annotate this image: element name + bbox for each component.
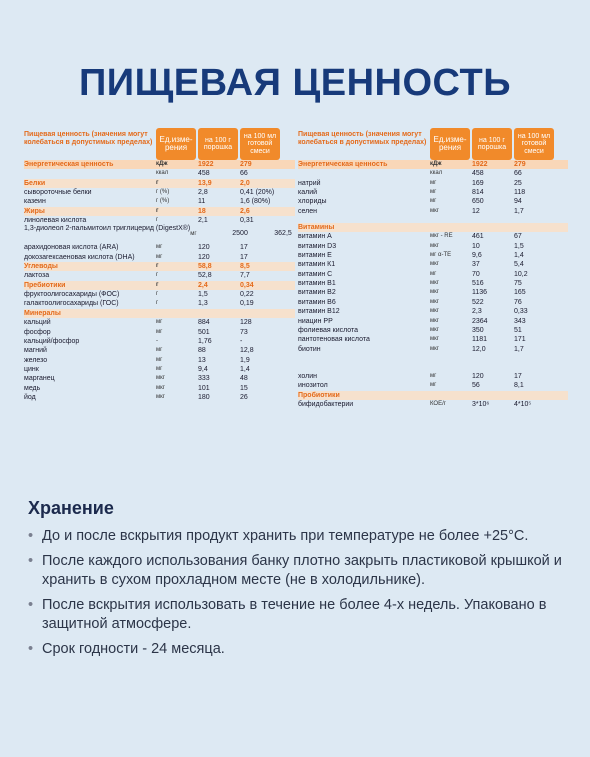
nutrient-name: марганец: [24, 375, 55, 383]
table-row: [298, 335, 568, 344]
table-row: [298, 207, 568, 216]
value-per-100g: 10: [472, 242, 480, 250]
nutrient-unit: мкг: [430, 207, 439, 214]
value-per-100g: 333: [198, 375, 210, 383]
nutrient-unit: мг: [156, 347, 163, 354]
value-per-100g: 169: [472, 179, 484, 187]
nutrient-unit: г: [156, 207, 159, 214]
value-per-100g: 1,3: [198, 300, 208, 308]
nutrient-name: витамин В1: [298, 280, 336, 288]
nutrient-name: [298, 169, 430, 178]
nutrient-name: лактоза: [24, 272, 50, 280]
table-row: [24, 384, 295, 393]
table-row: [24, 271, 295, 280]
table-row: [24, 253, 295, 262]
value-per-100ml: 118: [514, 189, 526, 197]
nutrient-name: биотин: [298, 345, 321, 353]
nutrient-unit: ккал: [430, 170, 443, 177]
value-per-100ml: 17: [240, 244, 248, 252]
nutrient-name: магний: [24, 347, 47, 355]
value-per-100g: 1181: [472, 336, 488, 344]
table-row: [24, 207, 295, 216]
value-per-100g: 461: [472, 233, 484, 241]
value-per-100g: 70: [472, 270, 480, 278]
nutrient-unit: мкг: [430, 317, 439, 324]
nutrient-name: холин: [298, 372, 318, 380]
value-per-100ml: 25: [514, 179, 522, 187]
value-per-100g: 2,4: [198, 281, 208, 289]
value-per-100ml: 343: [514, 317, 526, 325]
nutrient-unit: кДж: [430, 161, 442, 167]
storage-section: [28, 498, 568, 664]
nutrient-name: витамин E: [298, 252, 332, 260]
value-per-100g: 56: [472, 382, 480, 390]
nutrient-unit: мкг: [156, 375, 165, 382]
value-per-100ml: 1,4: [514, 252, 524, 260]
value-per-100ml: 94: [514, 198, 522, 206]
value-per-100g: 350: [472, 326, 484, 334]
nutrient-name: йод: [24, 393, 36, 401]
table-spacer: [298, 354, 568, 372]
value-per-100ml: 8,1: [514, 382, 524, 390]
nutrient-name: натрий: [298, 179, 321, 187]
nutrient-name: витамин В12: [298, 308, 340, 316]
value-per-100ml: [514, 223, 556, 232]
nutrient-unit: мкг: [156, 393, 165, 400]
header-per-100ml: на 100 мл готовой смеси: [514, 128, 554, 160]
header-per-100ml: на 100 мл готовой смеси: [240, 128, 280, 160]
table-row: [298, 372, 568, 381]
nutrient-name: Витамины: [298, 224, 335, 232]
value-per-100ml: [240, 309, 282, 318]
value-per-100ml: 51: [514, 326, 522, 334]
value-per-100g: 9,4: [198, 365, 208, 373]
nutrient-name: витамин К1: [298, 261, 336, 269]
table-row: [24, 337, 295, 346]
value-per-100g: 12,0: [472, 345, 486, 353]
nutrient-unit: мг: [156, 244, 163, 251]
table-body: [24, 160, 295, 402]
value-per-100ml: 15: [240, 384, 248, 392]
header-name: Пищевая ценность (значения могут колебаться в допустимых пределах): [298, 131, 427, 146]
nutrient-name: селен: [298, 207, 318, 215]
nutrient-unit: КОЕ/г: [430, 400, 446, 407]
value-per-100g: 1,5: [198, 291, 208, 299]
table-row: [24, 299, 295, 308]
value-per-100ml: 279: [514, 161, 526, 168]
table-header: [24, 128, 295, 160]
table-row: [298, 345, 568, 354]
value-per-100g: 37: [472, 261, 480, 269]
nutrient-unit: мкг: [430, 280, 439, 287]
nutrient-name: докозагексаеновая кислота (DHA): [24, 253, 135, 261]
value-per-100g: 120: [198, 253, 210, 261]
value-per-100g: 1922: [472, 161, 488, 168]
table-row: [24, 374, 295, 383]
nutrient-name: инозитол: [298, 382, 328, 390]
table-row: [24, 243, 295, 252]
table-spacer: [298, 216, 568, 223]
value-per-100g: 12: [472, 207, 480, 215]
nutrient-unit: мкг: [430, 298, 439, 305]
value-per-100g: 522: [472, 298, 484, 306]
value-per-100ml: 0,31: [240, 217, 254, 225]
value-per-100g: 2,3: [472, 308, 482, 316]
header-name: Пищевая ценность (значения могут колебаться в допустимых пределах): [24, 131, 153, 146]
value-per-100g: 58,8: [198, 263, 212, 271]
table-row: [24, 309, 295, 318]
nutrient-unit: г: [156, 281, 159, 288]
table-row: [298, 223, 568, 232]
nutrient-unit: мкг: [430, 289, 439, 296]
header-unit: Ед.изме-рения: [156, 128, 196, 160]
nutrient-name: Пробиотики: [298, 391, 340, 399]
nutrient-name: фосфор: [24, 328, 51, 336]
nutrient-name: цинк: [24, 365, 39, 373]
nutrient-name: Энергетическая ценность: [298, 161, 388, 168]
nutrient-unit: мг: [156, 319, 163, 326]
table-row: [24, 393, 295, 402]
table-row: [298, 391, 568, 400]
table-row: [24, 188, 295, 197]
table-row: [24, 290, 295, 299]
value-per-100g: [472, 391, 514, 400]
nutrient-name: Углеводы: [24, 263, 58, 271]
value-per-100ml: 1,7: [514, 345, 524, 353]
nutrient-unit: мг: [430, 198, 437, 205]
storage-item: • До и после вскрытия продукт хранить при температуре не более +25°С.: [28, 527, 568, 547]
value-per-100g: 2,1: [198, 217, 208, 225]
value-per-100g: 814: [472, 189, 484, 197]
value-per-100ml: 4*10⁵: [514, 400, 532, 408]
table-row: [24, 179, 295, 188]
nutrient-name: фруктоолигосахариды (ФОС): [24, 291, 120, 299]
value-per-100ml: 5,4: [514, 261, 524, 269]
nutrient-unit: мкг - RE: [430, 233, 453, 240]
nutrient-name: 1,3-диолеол 2-пальмитоил триглицерид (DigestX®): [24, 225, 191, 233]
value-per-100ml: 67: [514, 233, 522, 241]
nutrient-unit: мг: [190, 231, 197, 238]
nutrient-unit: г: [156, 179, 159, 186]
nutrient-unit: г: [156, 272, 159, 279]
table-row: [24, 328, 295, 337]
value-per-100ml: 48: [240, 375, 248, 383]
nutrient-name: хлориды: [298, 198, 327, 206]
value-per-100g: 2500: [232, 230, 248, 238]
table-row: [298, 279, 568, 288]
value-per-100g: 1922: [198, 161, 214, 168]
nutrient-name: Минералы: [24, 309, 61, 317]
storage-item: • Срок годности - 24 месяца.: [28, 640, 568, 660]
table-row: [298, 326, 568, 335]
value-per-100ml: 76: [514, 298, 522, 306]
value-per-100ml: 17: [514, 372, 522, 380]
value-per-100g: 884: [198, 319, 210, 327]
nutrient-unit: мкг: [430, 326, 439, 333]
nutrient-unit: [156, 309, 198, 318]
nutrient-name: Белки: [24, 179, 46, 187]
nutrient-unit: г: [156, 263, 159, 270]
storage-list: [28, 527, 568, 659]
value-per-100ml: -: [240, 337, 243, 345]
table-row: [24, 197, 295, 206]
value-per-100g: 2,8: [198, 189, 208, 197]
value-per-100g: 52,8: [198, 272, 212, 280]
nutrient-unit: [430, 391, 472, 400]
table-row: [298, 307, 568, 316]
nutrient-name: железо: [24, 356, 48, 364]
value-per-100ml: 0,33: [514, 308, 528, 316]
nutrient-name: [24, 169, 156, 178]
table-row: [298, 288, 568, 297]
header-unit: Ед.изме-рения: [430, 128, 470, 160]
table-row: [298, 188, 568, 197]
value-per-100ml: 1,6 (80%): [240, 198, 271, 206]
table-body: [298, 160, 568, 409]
storage-item: • После вскрытия использовать в течение не более 4-х недель. Упаковано в защитной атмосфере.: [28, 596, 568, 635]
nutrient-unit: мг: [430, 189, 437, 196]
table-row: [298, 317, 568, 326]
nutrient-name: витамин D3: [298, 242, 337, 250]
nutrient-name: фолиевая кислота: [298, 326, 359, 334]
value-per-100ml: 1,7: [514, 207, 524, 215]
value-per-100ml: 7,7: [240, 272, 250, 280]
nutrient-name: галактоолигосахариды (ГОС): [24, 300, 119, 308]
value-per-100g: 120: [472, 372, 484, 380]
nutrient-unit: мг: [156, 253, 163, 260]
value-per-100ml: 10,2: [514, 270, 528, 278]
nutrient-unit: мкг: [430, 336, 439, 343]
value-per-100ml: 279: [240, 161, 252, 168]
nutrition-table-left: [24, 128, 295, 402]
nutrient-unit: г: [156, 300, 159, 307]
value-per-100ml: 12,8: [240, 347, 254, 355]
nutrient-unit: мг α-TE: [430, 252, 452, 259]
nutrient-unit: мг: [430, 179, 437, 186]
table-row: [298, 169, 568, 178]
nutrient-unit: мкг: [430, 261, 439, 268]
nutrient-unit: [430, 223, 472, 232]
table-row: [298, 270, 568, 279]
value-per-100g: 9,6: [472, 252, 482, 260]
table-row: [24, 225, 295, 243]
nutrient-unit: г (%): [156, 198, 170, 205]
nutrient-unit: ккал: [156, 170, 169, 177]
value-per-100ml: [514, 391, 556, 400]
table-row: [24, 216, 295, 225]
value-per-100g: 1136: [472, 289, 488, 297]
table-row: [24, 281, 295, 290]
header-per-100g: на 100 г порошка: [472, 128, 512, 160]
table-row: [298, 242, 568, 251]
table-row: [298, 381, 568, 390]
nutrient-name: Жиры: [24, 207, 45, 215]
value-per-100g: 458: [472, 170, 484, 178]
nutrient-name: витамин А: [298, 233, 332, 241]
nutrient-name: арахидоновая кислота (ARA): [24, 244, 119, 252]
nutrient-unit: г: [156, 217, 159, 224]
value-per-100ml: 2,6: [240, 207, 250, 215]
table-row: [24, 365, 295, 374]
storage-heading: Хранение: [28, 498, 114, 518]
nutrient-name: бифидобактерии: [298, 400, 354, 408]
value-per-100g: [198, 309, 240, 318]
nutrient-name: пантотеновая кислота: [298, 336, 370, 344]
nutrient-name: казеин: [24, 198, 46, 206]
table-row: [298, 197, 568, 206]
value-per-100ml: 165: [514, 289, 526, 297]
table-row: [24, 318, 295, 327]
value-per-100g: 3*10⁶: [472, 400, 490, 408]
value-per-100ml: 1,9: [240, 356, 250, 364]
table-header: [298, 128, 568, 160]
page-title: ПИЩЕВАЯ ЦЕННОСТЬ: [78, 62, 512, 104]
nutrient-unit: -: [156, 337, 158, 344]
nutrient-name: кальций/фосфор: [24, 337, 80, 345]
value-per-100g: 1,76: [198, 337, 212, 345]
nutrient-unit: г: [156, 291, 159, 298]
value-per-100g: 501: [198, 328, 210, 336]
nutrient-name: ниацин PP: [298, 317, 333, 325]
table-row: [298, 232, 568, 241]
header-per-100g: на 100 г порошка: [198, 128, 238, 160]
table-row: [298, 160, 568, 169]
value-per-100g: 650: [472, 198, 484, 206]
value-per-100ml: 75: [514, 280, 522, 288]
table-row: [298, 298, 568, 307]
nutrient-name: медь: [24, 384, 41, 392]
nutrient-unit: мг: [430, 382, 437, 389]
nutrient-name: линолевая кислота: [24, 217, 87, 225]
table-row: [24, 160, 295, 169]
value-per-100ml: 8,5: [240, 263, 250, 271]
nutrient-name: кальций: [24, 319, 51, 327]
nutrient-unit: мг: [156, 365, 163, 372]
nutrient-unit: мкг: [430, 308, 439, 315]
value-per-100g: 2364: [472, 317, 488, 325]
value-per-100ml: 66: [240, 170, 248, 178]
value-per-100g: 120: [198, 244, 210, 252]
nutrient-name: сывороточные белки: [24, 189, 92, 197]
nutrient-unit: мкг: [156, 384, 165, 391]
value-per-100g: 88: [198, 347, 206, 355]
value-per-100g: 11: [198, 198, 206, 206]
nutrient-name: витамин В6: [298, 298, 336, 306]
value-per-100ml: 0,19: [240, 300, 254, 308]
value-per-100ml: 0,22: [240, 291, 254, 299]
nutrient-unit: мг: [156, 356, 163, 363]
nutrient-unit: мкг: [430, 242, 439, 249]
value-per-100ml: 0,34: [240, 281, 254, 289]
nutrient-unit: кДж: [156, 161, 168, 167]
table-row: [24, 346, 295, 355]
value-per-100ml: 1,5: [514, 242, 524, 250]
value-per-100g: 13,9: [198, 179, 212, 187]
nutrient-unit: мг: [430, 372, 437, 379]
table-row: [298, 179, 568, 188]
value-per-100g: 180: [198, 393, 210, 401]
nutrient-name: Энергетическая ценность: [24, 161, 114, 168]
value-per-100ml: 0,41 (20%): [240, 189, 275, 197]
value-per-100g: [472, 223, 514, 232]
value-per-100ml: 17: [240, 253, 248, 261]
table-row: [24, 262, 295, 271]
nutrient-name: витамин В2: [298, 289, 336, 297]
nutrition-table-right: [298, 128, 568, 409]
nutrient-unit: мг: [156, 328, 163, 335]
table-row: [24, 356, 295, 365]
value-per-100g: 18: [198, 207, 206, 215]
value-per-100g: 458: [198, 170, 210, 178]
value-per-100g: 516: [472, 280, 484, 288]
value-per-100ml: 2,0: [240, 179, 250, 187]
table-row: [298, 260, 568, 269]
nutrient-name: калий: [298, 189, 318, 197]
nutrient-unit: мг: [430, 270, 437, 277]
value-per-100ml: 73: [240, 328, 248, 336]
value-per-100g: 101: [198, 384, 210, 392]
value-per-100ml: 66: [514, 170, 522, 178]
value-per-100ml: 26: [240, 393, 248, 401]
nutrient-name: витамин С: [298, 270, 333, 278]
value-per-100g: 13: [198, 356, 206, 364]
nutrient-unit: мкг: [430, 345, 439, 352]
value-per-100ml: 362,5: [274, 230, 292, 238]
value-per-100ml: 1,4: [240, 365, 250, 373]
value-per-100ml: 171: [514, 336, 526, 344]
table-row: [298, 400, 568, 409]
nutrient-name: Пребиотики: [24, 281, 66, 289]
storage-item: • После каждого использования банку плотно закрыть пластиковой крышкой и хранить в сухом прохладном месте (не в холодильнике).: [28, 552, 568, 591]
nutrient-unit: г (%): [156, 189, 170, 196]
value-per-100ml: 128: [240, 319, 252, 327]
table-row: [24, 169, 295, 178]
table-row: [298, 251, 568, 260]
